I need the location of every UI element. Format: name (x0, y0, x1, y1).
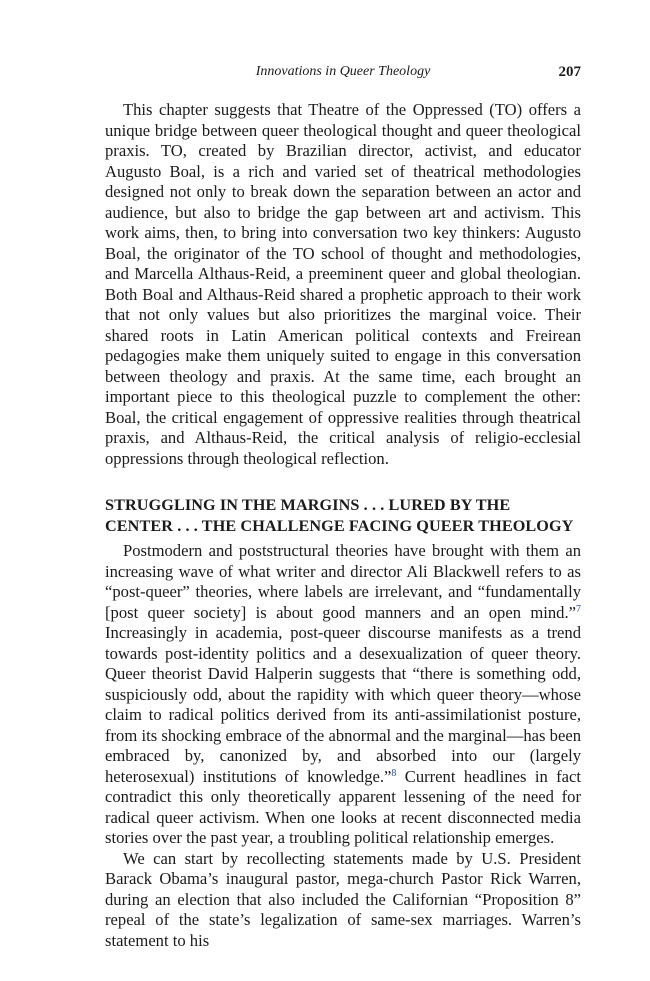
page-number: 207 (558, 64, 581, 80)
body-text (105, 100, 581, 951)
paragraph-text: Current headlines in fact contradict this only theoretically apparent lessening of the need for radical queer activism. When one looks at recent disconnected media stories over the past year, a troubling political relationship emerges. (105, 766, 581, 847)
section-heading (105, 495, 581, 537)
section-heading-line-2: CENTER . . . THE CHALLENGE FACING QUEER THEOLOGY (105, 517, 574, 535)
paragraph-post-queer (105, 541, 581, 849)
paragraph-warren: We can start by recollecting statements made by U.S. President Barack Obama’s inaugural pastor, mega-church Pastor Rick Warren, during an election that also included the Californian “Proposition 8” repeal of the state’s legalization of same-sex marriages. Warren’s statement to his (105, 848, 581, 950)
footnote-ref-8[interactable]: 8 (391, 767, 397, 779)
running-head (105, 62, 581, 82)
paragraph-text: Postmodern and poststructural theories have brought with them an increasing wave of what writer and director Ali Blackwell refers to as “post-queer” theories, where labels are irrelevant, and “fundamentally [post queer society] is about good manners and an open mind.” (105, 541, 581, 622)
footnote-ref-7[interactable]: 7 (576, 603, 581, 615)
paragraph-intro: This chapter suggests that Theatre of the Oppressed (TO) offers a unique bridge between queer theological thought and queer theological praxis. TO, created by Brazilian director, activist, and educator Augusto Boal, is a rich and varied set of theatrical methodologies designed not only to break down the separation between an actor and audience, but also to bridge the gap between art and activism. This work aims, then, to bring into conversation two key thinkers: Augusto Boal, the originator of the TO school of thought and methodologies, and Marcella Althaus-Reid, a preeminent queer and global theologian. Both Boal and Althaus-Reid shared a prophetic approach to their work that not only values but also prioritizes the marginal voice. Their shared roots in Latin American political contexts and Freirean pedagogies make them uniquely suited to engage in this conversation between theology and praxis. At the same time, each brought an important piece to this theological puzzle to complement the other: Boal, the critical engagement of oppressive realities through theatrical praxis, and Althaus-Reid, the critical analysis of religio-ecclesial oppressions through theological reflection. (105, 100, 581, 468)
running-head-title: Innovations in Queer Theology (255, 64, 431, 79)
section-heading-line-1: STRUGGLING IN THE MARGINS . . . LURED BY THE (105, 496, 511, 514)
paragraph-text: Increasingly in academia, post-queer discourse manifests as a trend towards post-identity politics and a desexualization of queer theory. Queer theorist David Halperin suggests that “there is something odd, suspiciously odd, about the rapidity with which queer theory—whose claim to radical politics derived from its anti-assimilationist posture, from its shocking embrace of the abnormal and the marginal—has been embraced by, canonized by, and absorbed into our (largely heterosexual) institutions of knowledge.” (105, 623, 581, 786)
